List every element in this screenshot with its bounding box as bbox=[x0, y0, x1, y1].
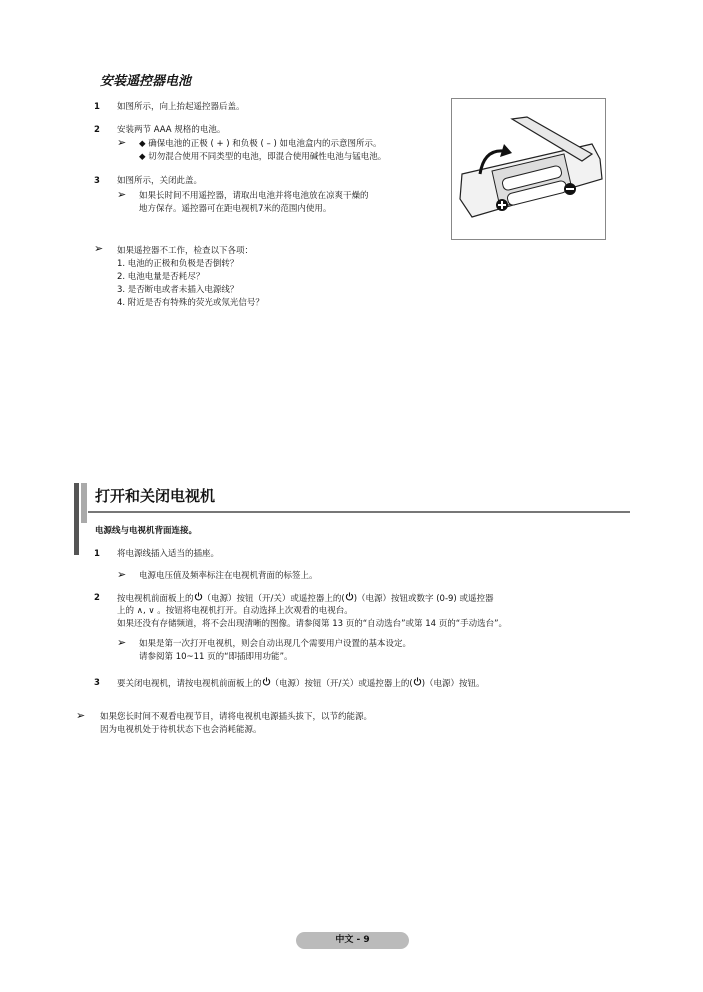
remote-battery-illustration bbox=[451, 98, 606, 240]
text-fragment: 按电视机前面板上的 bbox=[117, 594, 194, 604]
section-bar bbox=[81, 483, 87, 523]
text-fragment: )（电源）按钮或数字 (0-9) 或遥控器 bbox=[353, 594, 494, 604]
step-number: 3 bbox=[94, 678, 100, 688]
section-title-battery: 安装遥控器电池 bbox=[100, 74, 192, 89]
channel-up-icon: ∧ bbox=[136, 606, 143, 616]
intro-text: 电源线与电视机背面连接。 bbox=[95, 526, 198, 536]
note-text: 如果长时间不用遥控器，请取出电池并将电池放在凉爽干燥的 bbox=[139, 191, 369, 201]
text-fragment: )（电源）按钮。 bbox=[421, 679, 485, 689]
step-text-line bbox=[117, 677, 485, 690]
step-text: 如图所示，关闭此盖。 bbox=[117, 176, 203, 186]
text-fragment: 上的 bbox=[117, 606, 135, 616]
step-number: 3 bbox=[94, 176, 100, 186]
channel-down-icon: ∨ bbox=[148, 606, 155, 616]
step-text-line: 如果还没有存储频道，将不会出现清晰的图像。请参阅第 13 页的“自动选台”或第 14 页的“手动选台”。 bbox=[117, 619, 508, 629]
divider bbox=[88, 511, 630, 513]
power-icon bbox=[194, 592, 203, 601]
page-number: 中文 - 9 bbox=[335, 935, 370, 945]
note-text: 请参阅第 10~11 页的“即插即用功能”。 bbox=[139, 652, 293, 662]
step-number: 1 bbox=[94, 549, 100, 559]
power-icon bbox=[413, 677, 422, 686]
step-text-line bbox=[117, 592, 493, 605]
step-text: 安装两节 AAA 规格的电池。 bbox=[117, 125, 226, 135]
note-text: 因为电视机处于待机状态下也会消耗能源。 bbox=[100, 725, 262, 735]
arrow-icon: ➢ bbox=[117, 636, 127, 649]
note-text: ◆ 切勿混合使用不同类型的电池，即混合使用碱性电池与锰电池。 bbox=[139, 152, 387, 162]
power-icon bbox=[262, 677, 271, 686]
arrow-icon: ➢ bbox=[117, 136, 127, 149]
note-text: ◆ 确保电池的正极 ( + ) 和负极 ( – ) 如电池盒内的示意图所示。 bbox=[139, 139, 382, 149]
step-text-line bbox=[117, 605, 353, 617]
trouble-heading: 如果遥控器不工作，检查以下各项： bbox=[117, 246, 254, 256]
step-text: 将电源线插入适当的插座。 bbox=[117, 549, 220, 559]
note-text: 如果是第一次打开电视机，则会自动出现几个需要用户设置的基本设定。 bbox=[139, 639, 412, 649]
text-fragment: 。按钮将电视机打开。自动选择上次观看的电视台。 bbox=[157, 606, 353, 616]
text-fragment: （电源）按钮（开/关）或遥控器上的( bbox=[202, 594, 345, 604]
trouble-item: 3. 是否断电或者未插入电源线？ bbox=[117, 285, 239, 295]
text-fragment: （电源）按钮（开/关）或遥控器上的( bbox=[270, 679, 413, 689]
step-number: 2 bbox=[94, 593, 100, 603]
step-text: 如图所示，向上抬起遥控器后盖。 bbox=[117, 102, 245, 112]
arrow-icon: ➢ bbox=[76, 709, 86, 722]
note-text: 地方保存。遥控器可在距电视机7米的范围内使用。 bbox=[139, 204, 332, 214]
text-fragment: , bbox=[142, 606, 146, 616]
trouble-item: 2. 电池电量是否耗尽？ bbox=[117, 272, 205, 282]
note-text: 如果您长时间不观看电视节目，请将电视机电源插头拔下，以节约能源。 bbox=[100, 712, 373, 722]
arrow-icon: ➢ bbox=[94, 242, 104, 255]
power-icon bbox=[345, 592, 354, 601]
arrow-icon: ➢ bbox=[117, 568, 127, 581]
arrow-icon: ➢ bbox=[117, 188, 127, 201]
step-number: 2 bbox=[94, 125, 100, 135]
trouble-item: 1. 电池的正极和负极是否倒转？ bbox=[117, 259, 239, 269]
text-fragment: 要关闭电视机，请按电视机前面板上的 bbox=[117, 679, 262, 689]
step-number: 1 bbox=[94, 102, 100, 112]
remote-control-icon bbox=[452, 99, 605, 239]
trouble-item: 4. 附近是否有特殊的荧光或氖光信号？ bbox=[117, 298, 264, 308]
section-title-power: 打开和关闭电视机 bbox=[95, 487, 216, 505]
section-bar bbox=[74, 483, 79, 555]
note-text: 电源电压值及频率标注在电视机背面的标签上。 bbox=[139, 571, 318, 581]
